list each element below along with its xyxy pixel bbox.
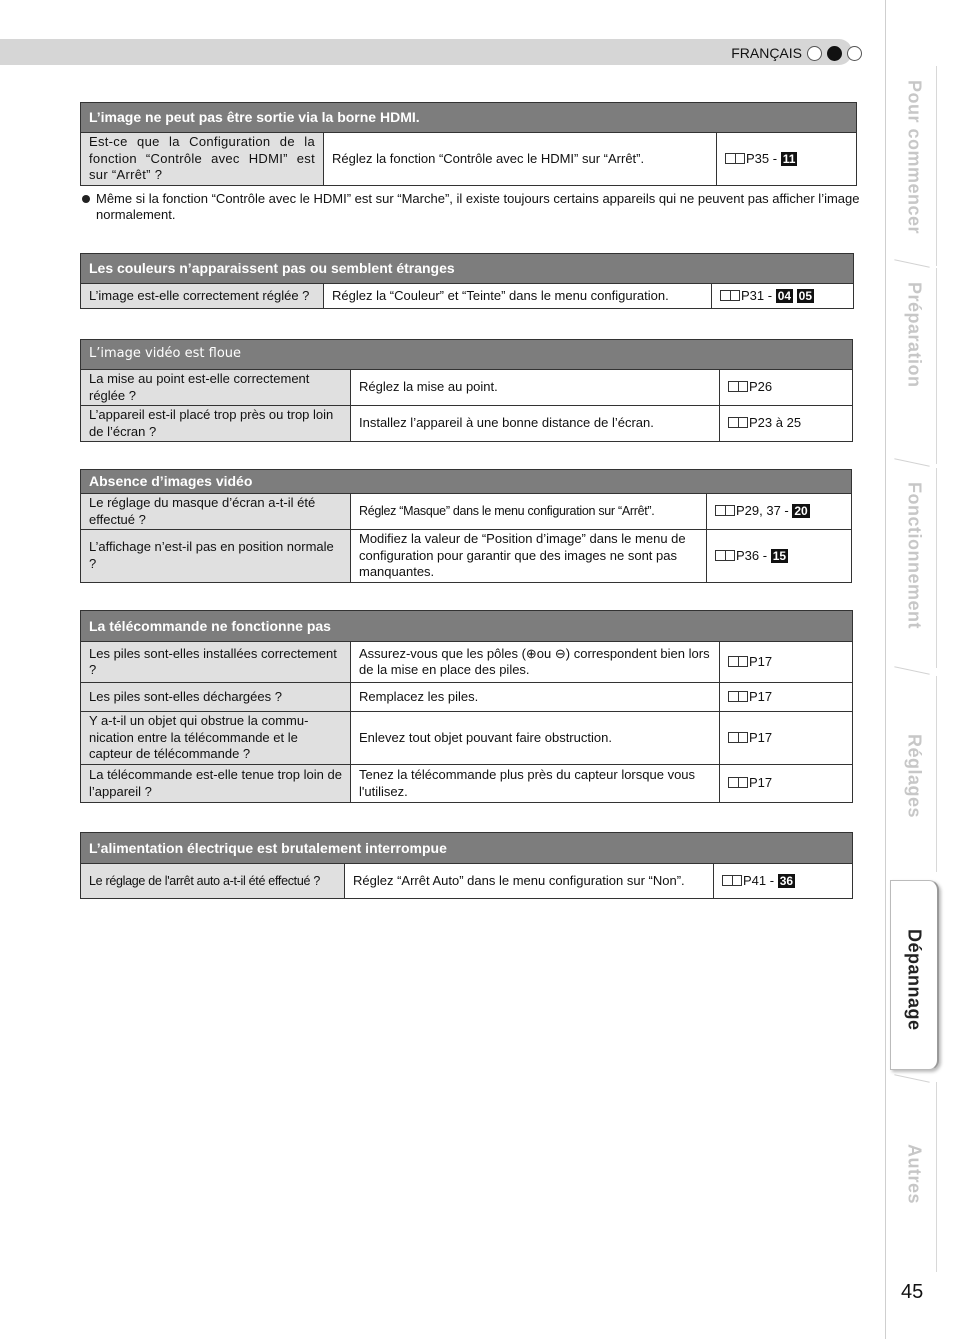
tab-depannage[interactable]: Dépannage — [890, 880, 939, 1070]
section-title: La télécommande ne fonctionne pas — [81, 611, 853, 642]
answer-cell: Réglez “Arrêt Auto” dans le menu configuration sur “Non”. — [345, 864, 714, 899]
question-cell: Le réglage de l'arrêt auto a-t-il été effectué ? — [81, 864, 345, 899]
tab-autres[interactable]: Autres — [892, 1082, 937, 1272]
book-icon — [728, 691, 748, 702]
reference-cell — [720, 765, 853, 803]
reference-cell — [720, 370, 853, 406]
table-row — [81, 765, 853, 803]
answer-cell: Tenez la télécommande plus près du capteur lorsque vous l'utilisez. — [351, 765, 720, 803]
reference-cell — [720, 683, 853, 712]
page-number: 45 — [901, 1281, 924, 1303]
book-icon — [728, 656, 748, 667]
question-cell: L’image est-elle correctement réglée ? — [81, 284, 324, 309]
circle-icon — [847, 46, 862, 61]
page-ref: P17 — [749, 653, 773, 669]
question-cell: La mise au point est-elle correctement réglée ? — [81, 370, 351, 406]
bullet-icon — [82, 195, 90, 203]
question-cell: Les piles sont-elles installées correctement ? — [81, 642, 351, 683]
page-ref: P29, 37 - — [736, 503, 793, 519]
answer-cell: Réglez la “Couleur” et “Teinte” dans le menu configuration. — [324, 284, 712, 309]
page-ref: P23 à 25 — [749, 415, 802, 431]
table-row — [81, 683, 853, 712]
book-icon — [722, 875, 742, 886]
section-title: Les couleurs n’apparaissent pas ou semblent étranges — [81, 254, 854, 284]
troubleshoot-table-remote — [80, 610, 853, 803]
answer-cell: Réglez “Masque” dans le menu configuration sur “Arrêt”. — [351, 494, 707, 530]
table-row — [81, 494, 852, 530]
item-number-badge: 05 — [798, 288, 813, 303]
table-row — [81, 864, 853, 899]
header-bar — [0, 39, 852, 65]
reference-cell — [707, 530, 852, 583]
item-number-badge: 11 — [782, 151, 796, 166]
page-ref: P17 — [749, 729, 773, 745]
note — [82, 191, 874, 223]
reference-cell — [720, 712, 853, 765]
section-title: Absence d’images vidéo — [81, 470, 852, 494]
language-label: FRANÇAIS — [731, 45, 802, 61]
section-title: L’image vidéo est floue — [81, 340, 853, 370]
troubleshoot-table-no-video — [80, 469, 852, 583]
tab-pour-commencer[interactable]: Pour commencer — [892, 66, 937, 266]
language-indicator — [731, 44, 862, 62]
troubleshoot-table-hdmi — [80, 102, 857, 186]
tab-preparation[interactable]: Préparation — [892, 268, 937, 464]
item-number-badge: 20 — [794, 504, 808, 519]
table-row — [81, 133, 857, 186]
item-number-badge: 04 — [777, 288, 792, 303]
question-cell: Le réglage du masque d’écran a-t-il été effectué ? — [81, 494, 351, 530]
section-title: L’alimentation électrique est brutalement interrompue — [81, 833, 853, 864]
table-row — [81, 284, 854, 309]
section-title: L’image ne peut pas être sortie via la borne HDMI. — [81, 103, 857, 133]
book-icon — [728, 417, 748, 428]
reference-cell — [717, 133, 857, 186]
reference-cell — [720, 406, 853, 442]
question-cell: L’affichage n’est-il pas en position normale ? — [81, 530, 351, 583]
page-ref: P35 - — [746, 150, 781, 166]
book-icon — [728, 777, 748, 788]
book-icon — [715, 505, 735, 516]
chapter-sidebar — [885, 0, 954, 1339]
troubleshoot-table-colors — [80, 253, 854, 309]
page-ref: P17 — [749, 775, 773, 791]
answer-cell: Modifiez la valeur de “Position d’image” dans le menu de configuration pour garantir que des images ne sont pas manquantes. — [351, 530, 707, 583]
answer-cell: Réglez la mise au point. — [351, 370, 720, 406]
page-ref: P36 - — [736, 547, 771, 563]
answer-cell: Installez l’appareil à une bonne distance de l’écran. — [351, 406, 720, 442]
page-ref: P31 - — [741, 287, 776, 303]
table-row — [81, 530, 852, 583]
circle-icon — [807, 46, 822, 61]
question-cell: Les piles sont-elles déchargées ? — [81, 683, 351, 712]
book-icon — [728, 732, 748, 743]
tab-fonctionnement[interactable]: Fonctionnement — [892, 468, 937, 668]
reference-cell — [714, 864, 853, 899]
troubleshoot-table-power — [80, 832, 853, 899]
question-cell: Est-ce que la Configuration de la fonction “Contrôle avec HDMI” est sur “Arrêt” ? — [81, 133, 324, 186]
book-icon — [728, 381, 748, 392]
table-row — [81, 406, 853, 442]
table-row — [81, 370, 853, 406]
reference-cell — [720, 642, 853, 683]
item-number-badge: 36 — [779, 873, 794, 888]
question-cell: Y a-t-il un objet qui obstrue la commu-nication entre la télécommande et le capteur de télécommande ? — [81, 712, 351, 765]
page-ref: P17 — [749, 688, 773, 704]
question-cell: La télécommande est-elle tenue trop loin de l’appareil ? — [81, 765, 351, 803]
page-ref: P41 - — [743, 872, 778, 888]
item-number-badge: 15 — [772, 548, 787, 563]
filled-circle-icon — [827, 46, 842, 61]
book-icon — [725, 153, 745, 164]
note-text: Même si la fonction “Contrôle avec le HDMI” est sur “Marche”, il existe toujours certains appareils qui ne peuvent pas afficher l’image normalement. — [96, 191, 860, 222]
answer-cell: Assurez-vous que les pôles (⊕ou ⊖) correspondent bien lors de la mise en place des piles. — [351, 642, 720, 683]
book-icon — [720, 290, 740, 301]
table-row — [81, 712, 853, 765]
reference-cell — [707, 494, 852, 530]
table-row — [81, 642, 853, 683]
question-cell: L’appareil est-il placé trop près ou trop loin de l’écran ? — [81, 406, 351, 442]
troubleshoot-table-blurry — [80, 339, 853, 442]
reference-cell — [712, 284, 854, 309]
tab-reglages[interactable]: Réglages — [892, 676, 937, 872]
page-ref: P26 — [749, 379, 773, 395]
answer-cell: Remplacez les piles. — [351, 683, 720, 712]
book-icon — [715, 550, 735, 561]
answer-cell: Réglez la fonction “Contrôle avec le HDMI” sur “Arrêt”. — [324, 133, 717, 186]
answer-cell: Enlevez tout objet pouvant faire obstruction. — [351, 712, 720, 765]
